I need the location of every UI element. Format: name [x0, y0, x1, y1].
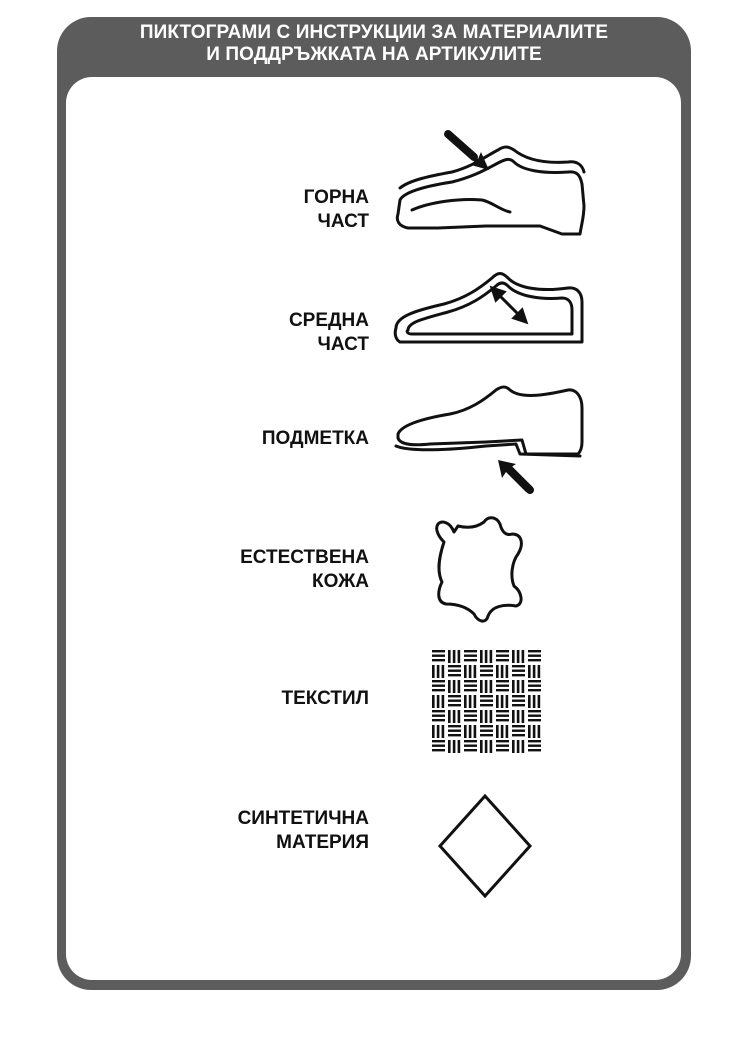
weave-cell	[528, 665, 540, 678]
shoe-upper-icon	[390, 128, 600, 243]
weave-cell	[480, 665, 493, 676]
label-leather	[240, 546, 369, 594]
weave-cell	[480, 710, 492, 723]
weave-cell	[448, 665, 461, 676]
leather-hide-icon	[430, 512, 530, 627]
label-upper	[304, 186, 369, 234]
weave-cell	[496, 725, 508, 738]
weave-cell	[464, 725, 476, 738]
weave-cell	[528, 650, 541, 661]
weave-cell	[464, 650, 477, 661]
weave-cell	[512, 680, 524, 693]
label-upper-line-1: ГОРНА	[303, 187, 369, 208]
weave-cell	[432, 695, 444, 708]
shoe-sole-icon	[390, 380, 595, 500]
label-sole	[262, 427, 369, 451]
weave-cell	[496, 650, 509, 661]
weave-cell	[448, 695, 461, 706]
weave-cell	[512, 710, 524, 723]
shoe-lining-icon	[390, 266, 595, 351]
label-lining-line-2: ЧАСТ	[317, 334, 369, 355]
weave-cell	[448, 725, 461, 736]
label-synthetic-line-1: СИНТЕТИЧНА	[237, 808, 369, 829]
weave-cell	[512, 650, 524, 663]
label-lining	[289, 309, 369, 357]
weave-cell	[448, 710, 460, 723]
weave-cell	[464, 680, 477, 691]
textile-weave-icon	[430, 648, 542, 756]
weave-cell	[464, 665, 476, 678]
weave-cell	[496, 680, 509, 691]
weave-cell	[480, 695, 493, 706]
title-line-1: ПИКТОГРАМИ С ИНСТРУКЦИИ ЗА МАТЕРИАЛИТЕ	[139, 22, 609, 43]
label-leather-line-2: КОЖА	[311, 571, 369, 592]
label-leather-line-1: ЕСТЕСТВЕНА	[240, 547, 369, 568]
weave-cell	[480, 680, 492, 693]
label-upper-line-2: ЧАСТ	[317, 211, 369, 232]
weave-cell	[464, 695, 476, 708]
weave-cell	[528, 710, 541, 721]
weave-cell	[528, 695, 540, 708]
label-synthetic	[238, 807, 369, 855]
title-line-2: И ПОДДРЪЖКАТА НА АРТИКУЛИТЕ	[206, 44, 542, 65]
weave-cell	[432, 680, 445, 691]
weave-cell	[528, 725, 540, 738]
label-lining-line-1: СРЕДНА	[288, 310, 369, 331]
page-title	[57, 22, 691, 66]
weave-cell	[448, 680, 460, 693]
weave-cell	[496, 740, 509, 751]
weave-cell	[496, 695, 508, 708]
label-sole-line-1: ПОДМЕТКА	[261, 428, 369, 449]
weave-cell	[464, 740, 477, 751]
weave-cell	[448, 650, 460, 663]
weave-cell	[528, 680, 541, 691]
weave-cell	[480, 650, 492, 663]
weave-cell	[432, 650, 445, 661]
label-textile-line-1: ТЕКСТИЛ	[281, 688, 369, 709]
weave-cell	[512, 725, 525, 736]
weave-cell	[432, 665, 444, 678]
weave-cell	[464, 710, 477, 721]
weave-cell	[432, 725, 444, 738]
weave-cell	[432, 710, 445, 721]
label-synthetic-line-2: МАТЕРИЯ	[276, 832, 369, 853]
weave-cell	[512, 740, 524, 753]
weave-cell	[496, 665, 508, 678]
weave-cell	[432, 740, 445, 751]
label-textile	[282, 687, 369, 711]
weave-cell	[496, 710, 509, 721]
weave-cell	[528, 740, 541, 751]
weave-cell	[480, 740, 492, 753]
weave-cell	[512, 695, 525, 706]
diamond-icon	[436, 793, 534, 899]
weave-cell	[480, 725, 493, 736]
weave-cell	[448, 740, 460, 753]
weave-cell	[512, 665, 525, 676]
